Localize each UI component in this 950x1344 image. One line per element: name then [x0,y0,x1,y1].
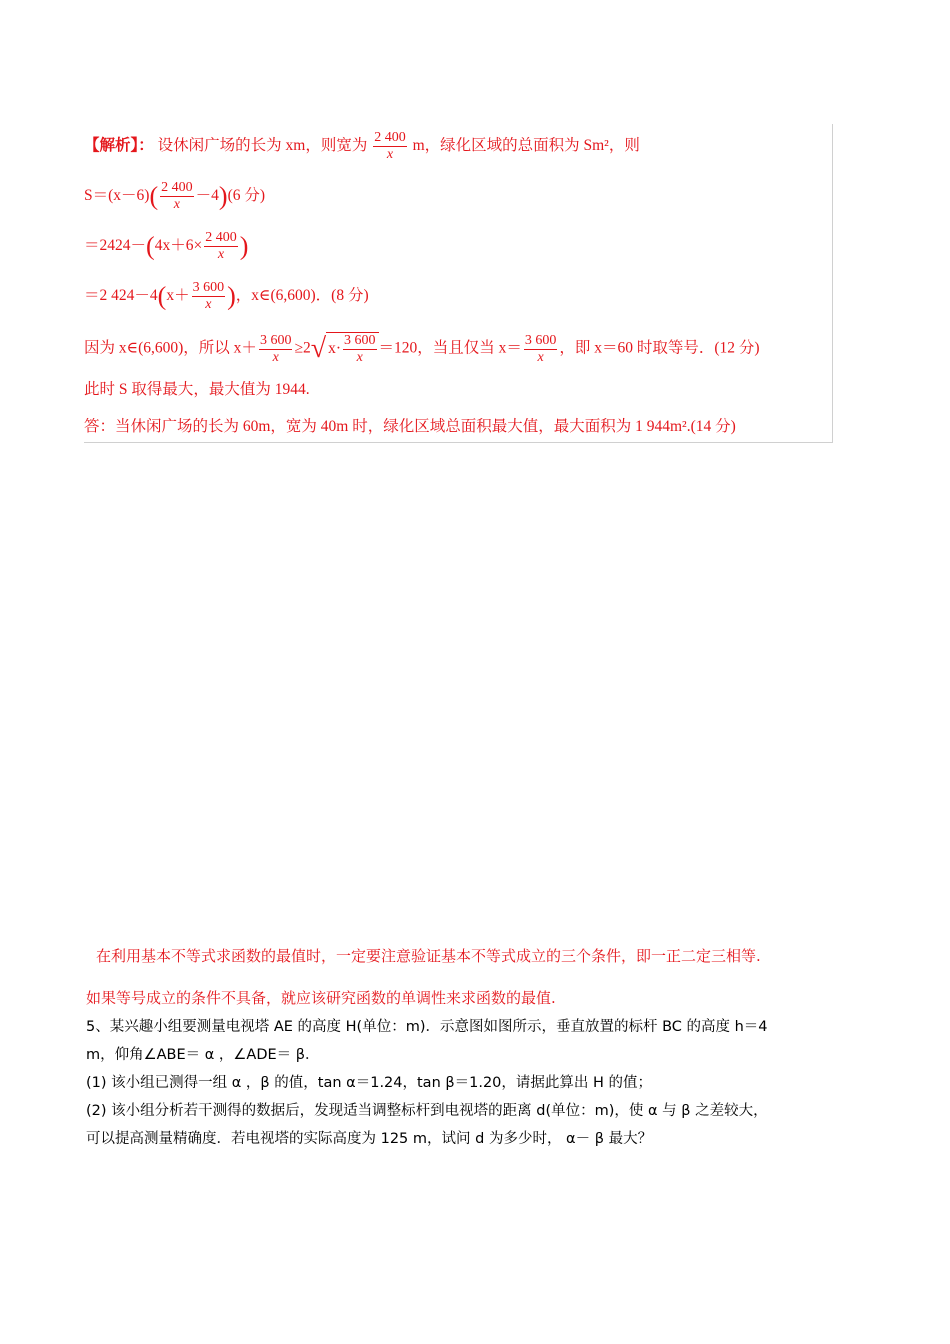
solution-line-5: 因为 x∈(6,600)，所以 x＋ $\frac{3 600}{x}$ ≥2√ x· $\frac{3 600}{x}$ ＝120，当且仅当 x＝ $\frac{3 600}{x}$ ，即 x＝60 时取等号．(12 分) [84,332,760,365]
note-line-2: 如果等号成立的条件不具备，就应该研究函数的单调性来求函数的最值. [86,989,556,1007]
solution-answer: 答：当休闲广场的长为 60m，宽为 40m 时，绿化区域总面积最大值，最大面积为 1 944m².(14 分) [84,418,736,435]
solution-text: m，绿化区域的总面积为 Sm²，则 [412,137,640,155]
solution-line-1 [84,130,640,163]
solution-line-3: ＝2424－(4x＋6× $\frac{2 400}{x}$ ) [84,230,249,262]
solution-line-4: ＝2 424－4(x＋ $\frac{3 600}{x}$ )，x∈(6,600)．(8 分) [84,280,369,312]
sqrt-symbol: √ x· $\frac{3 600}{x}$ [311,332,379,366]
problem-line-5: 可以提高测量精确度．若电视塔的实际高度为 125 m，试问 d 为多少时， α－ β 最大？ [86,1131,653,1147]
note-line-1: 在利用基本不等式求函数的最值时，一定要注意验证基本不等式成立的三个条件，即一正二定三相等. [96,947,761,965]
fraction: $\frac{2 400}{x}$ [374,130,406,162]
solution-box [84,124,833,443]
solution-line-6: 此时 S 取得最大，最大值为 1944. [84,381,310,398]
solution-line-2: S＝(x－6)( $\frac{2 400}{x}$ －4)(6 分) [84,180,266,212]
fraction: $\frac{3 600}{x}$ [192,280,225,312]
fraction: $\frac{2 400}{x}$ [205,230,237,262]
problem-line-4: (2) 该小组分析若干测得的数据后，发现适当调整标杆到电视塔的距离 d(单位：m)，使 α 与 β 之差较大， [86,1103,768,1119]
problem-line-3: (1) 该小组已测得一组 α ，β 的值，tan α＝1.24，tan β＝1.20，请据此算出 H 的值； [86,1075,653,1091]
fraction: $\frac{2 400}{x}$ [161,180,193,212]
solution-tag: 【解析】： [84,137,154,155]
problem-line-1: 5、某兴趣小组要测量电视塔 AE 的高度 H(单位：m)．示意图如图所示，垂直放置的标杆 BC 的高度 h＝4 [86,1019,768,1035]
problem-line-2: m，仰角∠ABE＝ α ，∠ADE＝ β． [86,1047,320,1063]
fraction: $\frac{3 600}{x}$ [259,332,292,365]
fraction: $\frac{3 600}{x}$ [524,332,557,365]
solution-text: 设休闲广场的长为 xm，则宽为 [157,137,368,155]
